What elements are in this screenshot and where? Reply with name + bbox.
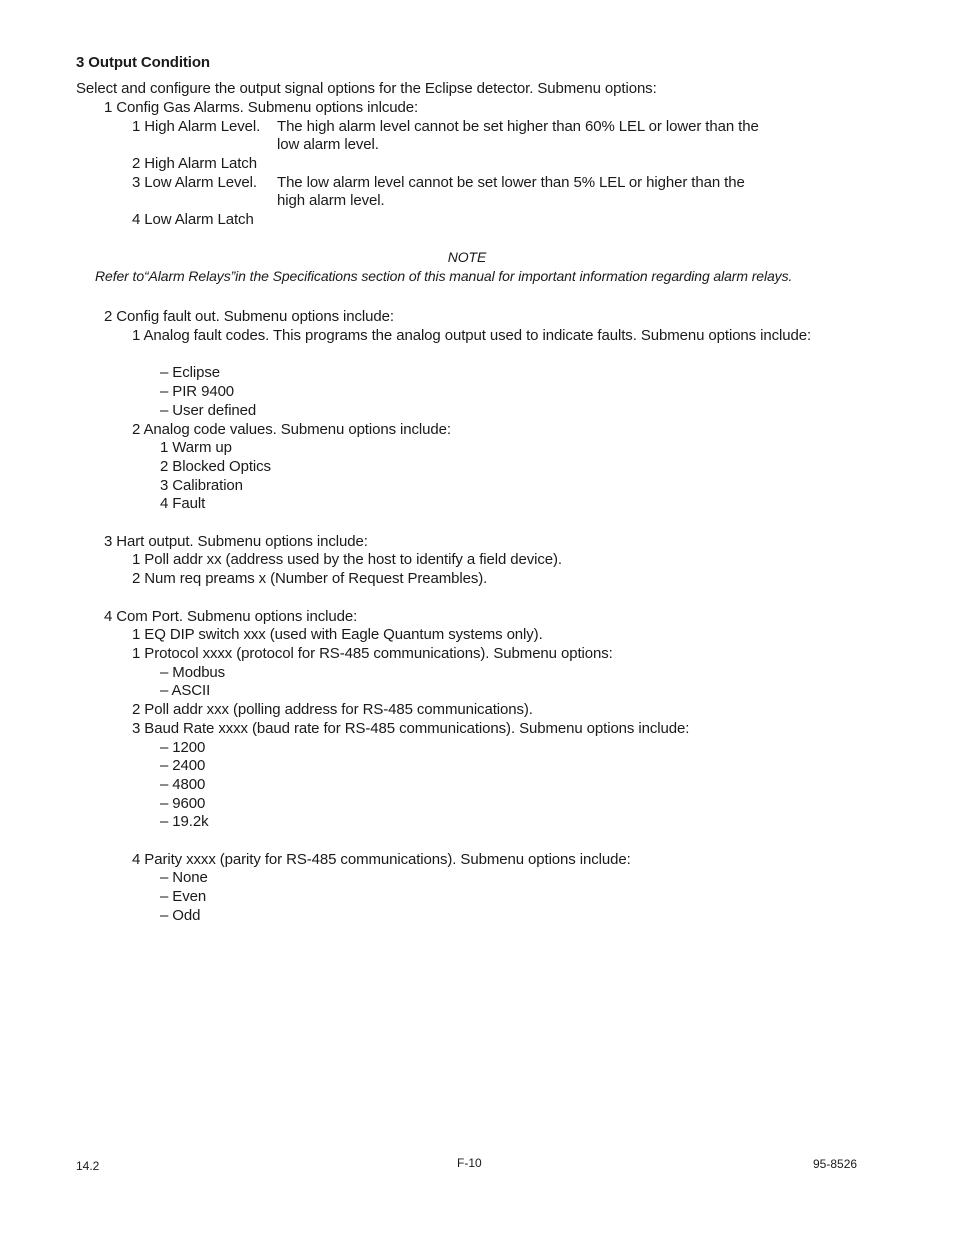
low-alarm-level-desc: The low alarm level cannot be set lower than 5% LEL or higher than the: [277, 174, 745, 191]
low-alarm-latch: 4 Low Alarm Latch: [132, 211, 254, 228]
eq-dip-switch: 1 EQ DIP switch xxx (used with Eagle Quantum systems only).: [132, 626, 543, 643]
footer-page-number: F-10: [457, 1156, 482, 1170]
code-value-option: 2 Blocked Optics: [160, 458, 271, 475]
hart-item: 1 Poll addr xx (address used by the host to identify a field device).: [132, 551, 563, 568]
parity-item: 4 Parity xxxx (parity for RS-485 communications). Submenu options include:: [132, 851, 631, 868]
poll-addr-item: 2 Poll addr xxx (polling address for RS-485 communications).: [132, 701, 533, 718]
high-alarm-latch: 2 High Alarm Latch: [132, 155, 257, 172]
baud-option: – 2400: [160, 757, 206, 774]
fault-code-option: – User defined: [160, 402, 257, 419]
baud-option: – 1200: [160, 739, 206, 756]
high-alarm-level-desc: The high alarm level cannot be set higher than 60% LEL or lower than the: [277, 118, 759, 135]
baud-option: – 4800: [160, 776, 206, 793]
hart-item: 2 Num req preams x (Number of Request Preambles).: [132, 570, 488, 587]
footer-revision: 14.2: [76, 1159, 100, 1173]
com-port-heading: 4 Com Port. Submenu options include:: [104, 608, 358, 625]
low-alarm-level-desc-cont: high alarm level.: [277, 192, 385, 209]
code-value-option: 1 Warm up: [160, 439, 232, 456]
analog-code-values-heading: 2 Analog code values. Submenu options include:: [132, 421, 451, 438]
intro-text: Select and configure the output signal options for the Eclipse detector. Submenu options:: [76, 80, 657, 97]
note-title: NOTE: [447, 249, 487, 265]
parity-option: – Odd: [160, 907, 201, 924]
baud-rate-item: 3 Baud Rate xxxx (baud rate for RS-485 communications). Submenu options include:: [132, 720, 690, 737]
note-text: Refer to“Alarm Relays”in the Specifications section of this manual for important information regarding alarm relays.: [95, 268, 793, 284]
protocol-option: – ASCII: [160, 682, 211, 699]
baud-option: – 19.2k: [160, 813, 209, 830]
low-alarm-level-label: 3 Low Alarm Level.: [132, 174, 257, 191]
parity-option: – Even: [160, 888, 207, 905]
protocol-option: – Modbus: [160, 664, 226, 681]
hart-output-heading: 3 Hart output. Submenu options include:: [104, 533, 368, 550]
fault-out-heading: 2 Config fault out. Submenu options include:: [104, 308, 394, 325]
parity-option: – None: [160, 869, 208, 886]
analog-fault-codes-text: 1 Analog fault codes. This programs the analog output used to indicate faults. Submenu options include:: [132, 327, 812, 344]
baud-option: – 9600: [160, 795, 206, 812]
section-title: 3 Output Condition: [76, 54, 210, 71]
code-value-option: 4 Fault: [160, 495, 206, 512]
protocol-item: 1 Protocol xxxx (protocol for RS-485 communications). Submenu options:: [132, 645, 613, 662]
high-alarm-level-label: 1 High Alarm Level.: [132, 118, 261, 135]
high-alarm-level-desc-cont: low alarm level.: [277, 136, 379, 153]
fault-code-option: – PIR 9400: [160, 383, 235, 400]
footer-document-number: 95-8526: [813, 1157, 858, 1171]
code-value-option: 3 Calibration: [160, 477, 243, 494]
gas-alarms-heading: 1 Config Gas Alarms. Submenu options inlcude:: [104, 99, 419, 116]
fault-code-option: – Eclipse: [160, 364, 220, 381]
